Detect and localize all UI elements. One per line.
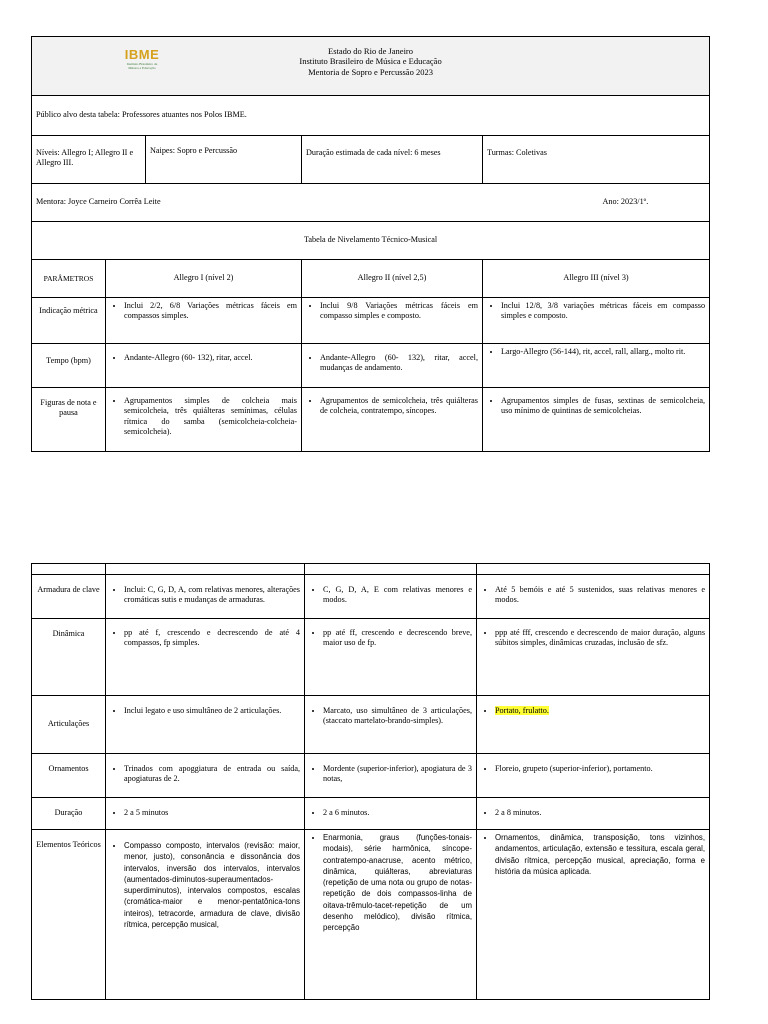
cell-allegro-3: • Inclui 12/8, 3/8 variações métricas fáceis em compasso simples e composto. — [483, 298, 710, 344]
cell-allegro-1: • Trinados com apoggiatura de entrada ou saída, apogiaturas de 2. — [106, 754, 305, 798]
cell-allegro-3: • ppp até fff, crescendo e decrescendo de maior duração, alguns súbitos simples, dinâmicas cruzadas, inclusão de sfz. — [477, 619, 710, 696]
param-label: Indicação métrica — [32, 298, 106, 344]
levels-cell: Níveis: Allegro I; Allegro II e Allegro III. — [32, 136, 146, 184]
column-header-allegro-1: Allegro I (nível 2) — [106, 260, 302, 298]
header-banner — [32, 37, 710, 96]
cell-allegro-1: • Agrupamentos simples de colcheia mais semicolcheia, três quiálteras semínimas, células rítmica do samba (semicolcheia-colcheia-semicolcheia). — [106, 388, 302, 452]
year: Ano: 2023/1º. — [483, 184, 710, 222]
sections-cell: Naipes: Sopro e Percussão — [146, 136, 302, 184]
cell-allegro-2: • Marcato, uso simultâneo de 3 articulações, (staccato martelato-brando-simples). — [305, 696, 477, 754]
cell-allegro-2: • C, G, D, A, E com relativas menores e modos. — [305, 575, 477, 619]
cell-allegro-2: • Mordente (superior-inferior), apogiatura de 3 notas, — [305, 754, 477, 798]
table-title: Tabela de Nivelamento Técnico-Musical — [32, 222, 710, 260]
cell-allegro-2: • pp até ff, crescendo e decrescendo breve, maior uso de fp. — [305, 619, 477, 696]
cell-allegro-1: • Inclui: C, G, D, A, com relativas menores, alterações cromáticas sutis e mudanças de armaduras. — [106, 575, 305, 619]
cell-allegro-2: • Inclui 9/8 Variações métricas fáceis em compasso simples e composto. — [302, 298, 483, 344]
classes-cell: Turmas: Coletivas — [483, 136, 710, 184]
param-label: Articulações — [32, 696, 106, 754]
cell-allegro-3: • Largo-Allegro (56-144), rit, accel, rall, allarg., molto rit. — [483, 344, 710, 388]
param-label: Duração — [32, 798, 106, 830]
param-label: Tempo (bpm) — [32, 344, 106, 388]
param-label: Elementos Teóricos — [32, 830, 106, 1000]
cell-allegro-1: • 2 a 5 minutos — [106, 798, 305, 830]
ibme-logo: IBME Instituto Brasileiro de Música e Educação — [124, 47, 160, 71]
duration-cell: Duração estimada de cada nível: 6 meses — [302, 136, 483, 184]
cell-allegro-1: • pp até f, crescendo e decrescendo de até 4 compassos, fp simples. — [106, 619, 305, 696]
mentor-name: Mentora: Joyce Carneiro Corrêa Leite — [32, 184, 483, 222]
cell-allegro-3: • Floreio, grupeto (superior-inferior), portamento. — [477, 754, 710, 798]
spacer-cell — [477, 564, 710, 575]
spacer-cell — [305, 564, 477, 575]
cell-allegro-3 — [477, 696, 710, 754]
cell-allegro-2: • Agrupamentos de semicolcheia, três quiálteras de colcheia, contratempo, síncopes. — [302, 388, 483, 452]
column-header-allegro-3: Allegro III (nível 3) — [483, 260, 710, 298]
target-audience: Público alvo desta tabela: Professores atuantes nos Polos IBME. — [32, 96, 710, 136]
cell-allegro-2: • 2 a 6 minutos. — [305, 798, 477, 830]
cell-allegro-3: • 2 a 8 minutos. — [477, 798, 710, 830]
table-top — [31, 36, 710, 452]
spacer-cell — [32, 564, 106, 575]
column-header-parametros: PARÂMETROS — [32, 260, 106, 298]
param-label: Dinâmica — [32, 619, 106, 696]
cell-allegro-1: • Inclui 2/2, 6/8 Variações métricas fáceis em compassos simples. — [106, 298, 302, 344]
column-header-allegro-2: Allegro II (nível 2,5) — [302, 260, 483, 298]
table-bottom — [31, 563, 710, 1000]
cell-allegro-1: • Andante-Allegro (60- 132), ritar, accel. — [106, 344, 302, 388]
param-label: Armadura de clave — [32, 575, 106, 619]
param-label: Figuras de nota e pausa — [32, 388, 106, 452]
cell-allegro-3: • Ornamentos, dinâmica, transposição, tons vizinhos, andamentos, articulação, extensão e tessitura, escala geral, divisão rítmica, percepção musical, apreciação, forma e história da música aplicada. — [477, 830, 710, 1000]
cell-allegro-2: • Andante-Allegro (60- 132), ritar, accel, mudanças de andamento. — [302, 344, 483, 388]
highlighted-text: Portato, frulatto. — [495, 706, 549, 715]
cell-allegro-1: • Compasso composto, intervalos (revisão: maior, menor, justo), consonância e dissonância dos intervalos, inversão dos intervalos, intervalos (aumentados-diminutos-superaumentados-superdiminutos), intervalos compostos, escalas (cromática-maior e menor-pentatônica-tons inteiros), tetracorde, armadura de clave, divisão rítmica, percepção musical, — [106, 830, 305, 1000]
cell-allegro-1: • Inclui legato e uso simultâneo de 2 articulações. — [106, 696, 305, 754]
cell-allegro-3: • Até 5 bemóis e até 5 sustenidos, suas relativas menores e modos. — [477, 575, 710, 619]
cell-allegro-3: • Agrupamentos simples de fusas, sextinas de semicolcheia, uso mínimo de quintinas de semicolcheias. — [483, 388, 710, 452]
institution-heading: Estado do Rio de Janeiro Instituto Brasileiro de Música e Educação Mentoria de Sopro e Percussão 2023 — [299, 46, 442, 77]
spacer-cell — [106, 564, 305, 575]
cell-allegro-2: • Enarmonia, graus (funções-tonais-modais), série harmônica, síncope-contratempo-anacruse, acento métrico, dinâmica, quiálteras, abreviaturas (repetição de uma nota ou grupo de notas-repetição de dois compassos-linha de oitava-trêmulo-tacet-repetição de um desenho melódico), divisão rítmica, percepção — [305, 830, 477, 1000]
param-label: Ornamentos — [32, 754, 106, 798]
